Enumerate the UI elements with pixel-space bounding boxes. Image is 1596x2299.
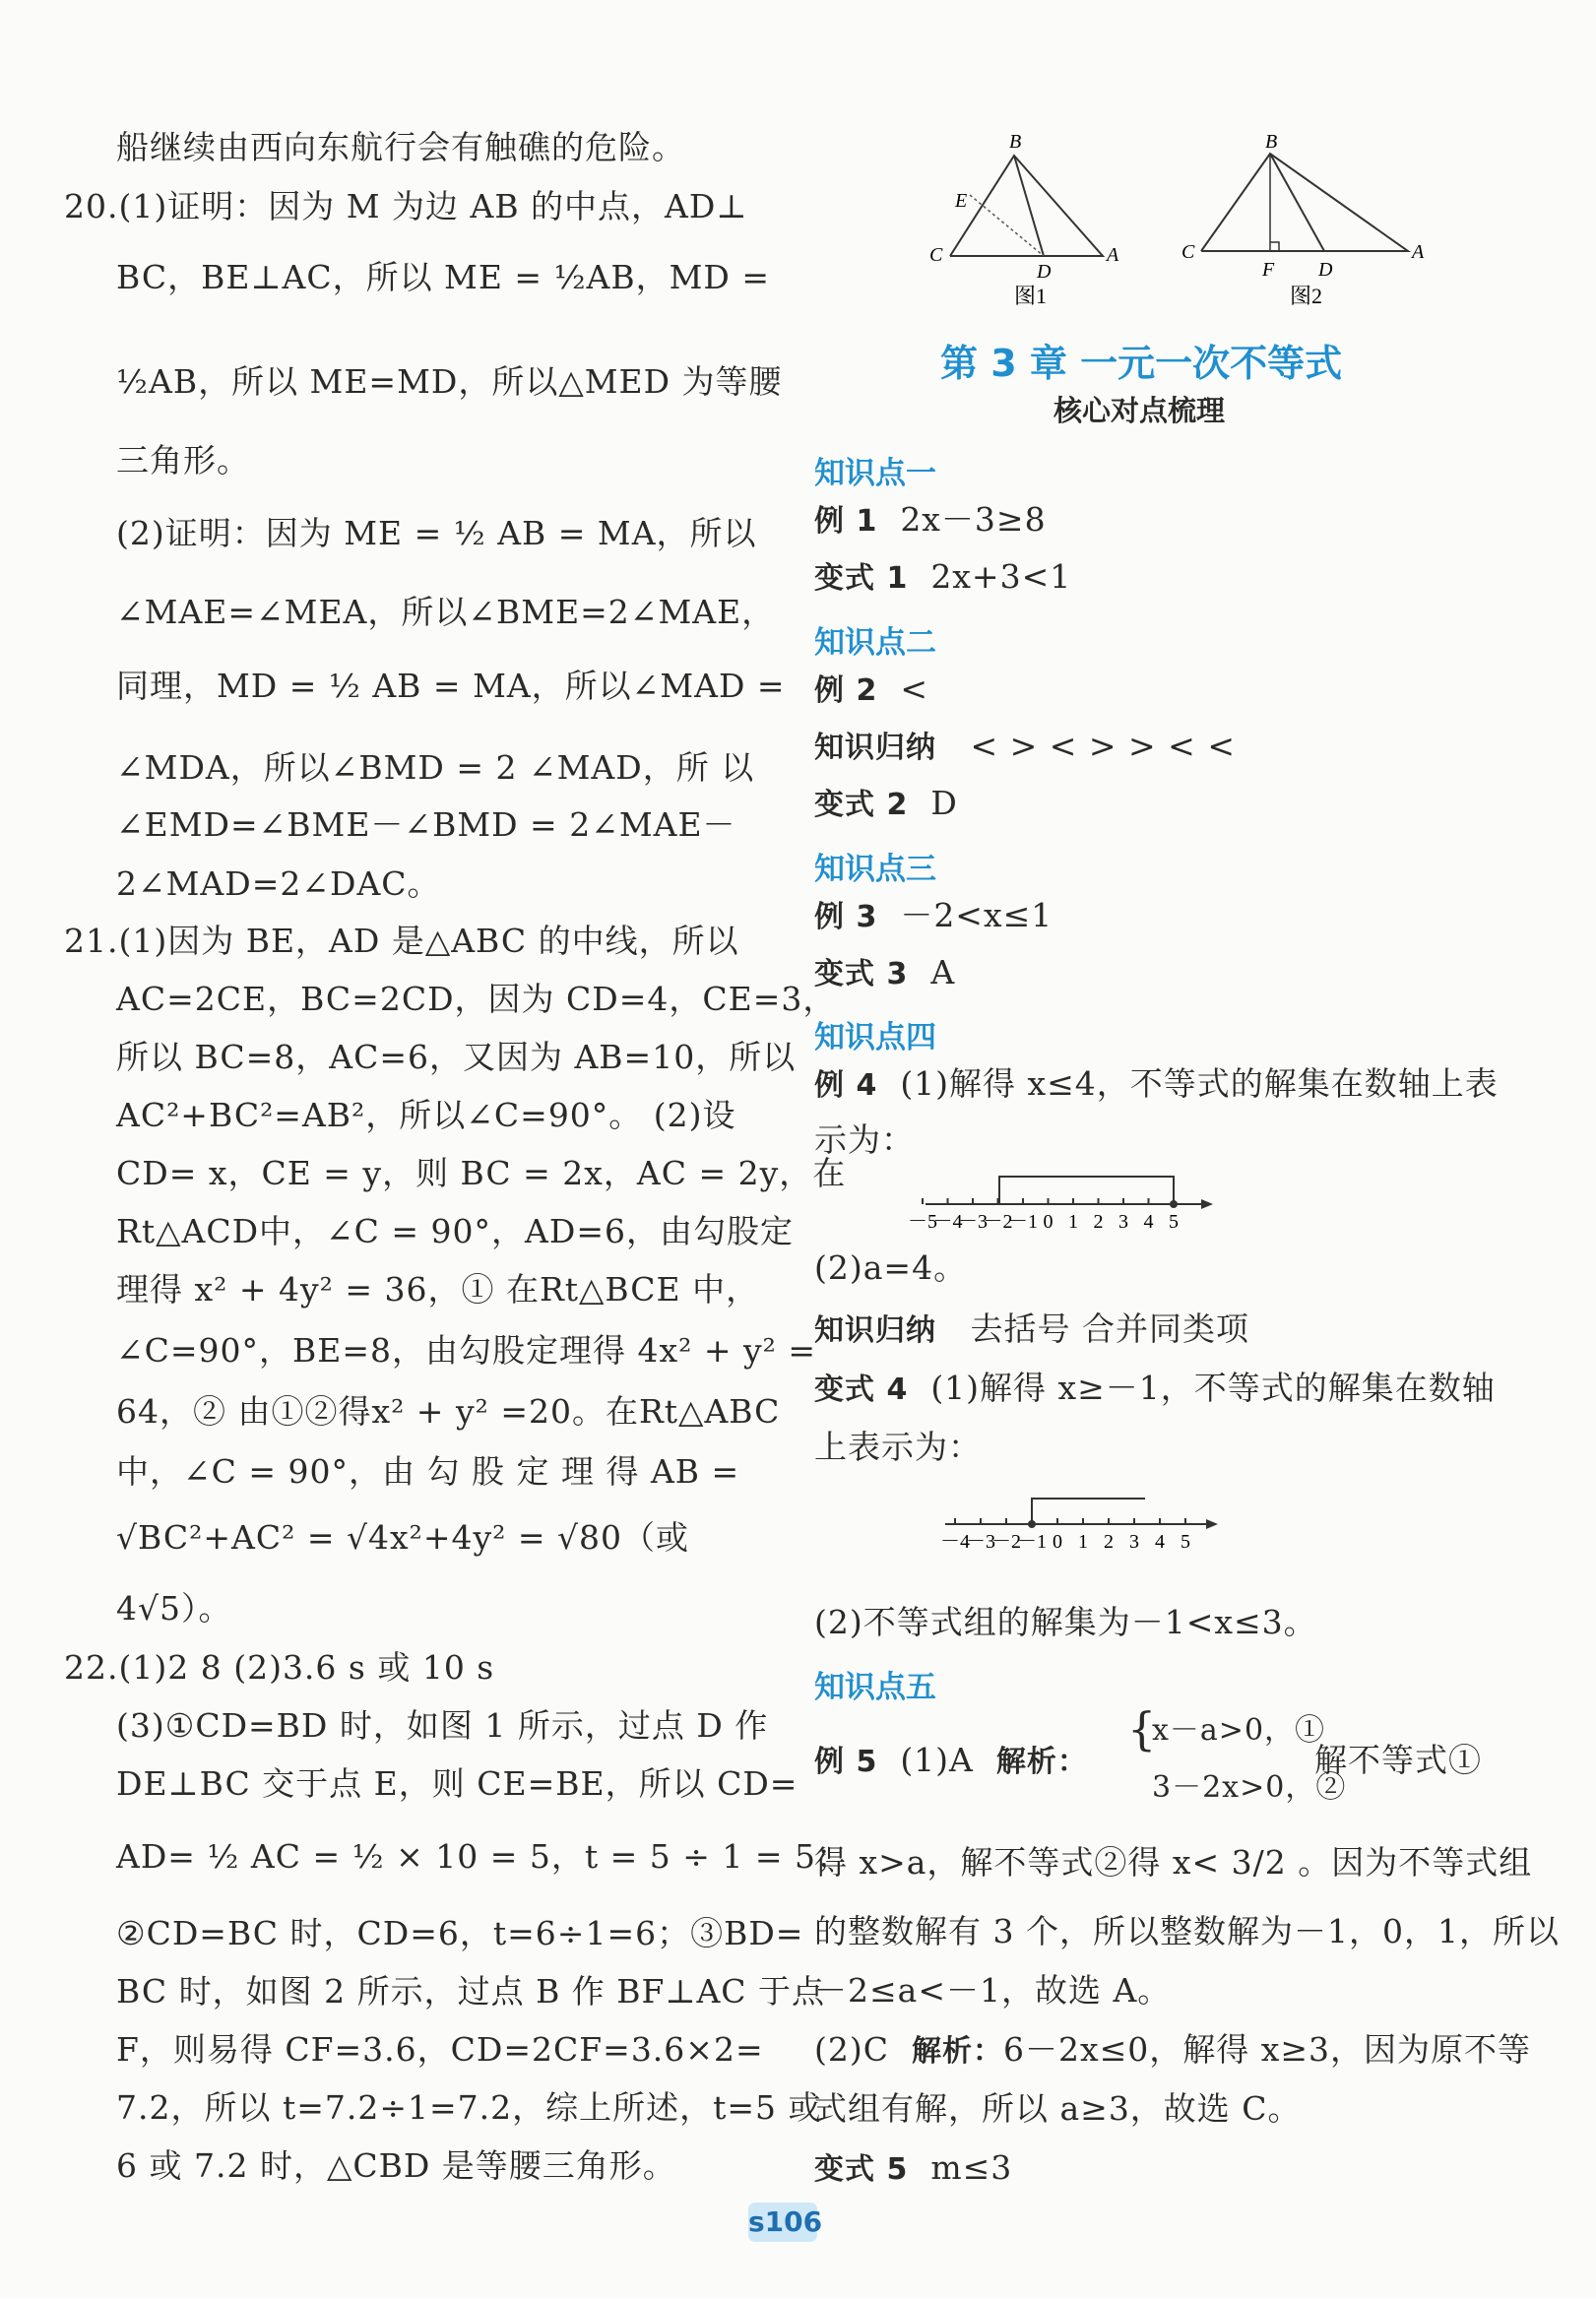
answer-text: (2)a=4。 <box>814 1248 968 1287</box>
text-line: (2)证明：因为 ME = ½ AB = MA，所以 <box>116 514 757 552</box>
text-line: Rt△ACD中，∠C = 90°，AD=6，由勾股定 <box>116 1212 794 1250</box>
answer-text: －2≤a<－1，故选 A。 <box>814 1971 1172 2010</box>
answer-text: 得 x>a，解不等式②得 x< 3/2 。因为不等式组 <box>814 1843 1533 1882</box>
closed-endpoint-dot <box>1170 1200 1178 1208</box>
answer-text: < <box>900 670 928 708</box>
tick-label: －2 <box>991 1531 1021 1553</box>
text-line: ∠MDA，所以∠BMD = 2 ∠MAD，所 以 <box>116 748 755 787</box>
fig1-label-e: E <box>955 190 968 212</box>
tick-label: 0 <box>1053 1531 1062 1553</box>
text-line: 7.2，所以 t=7.2÷1=7.2，综上所述，t=5 或 <box>116 2088 822 2127</box>
text-line: 21.(1)因为 BE，AD 是△ABC 的中线，所以 <box>64 922 739 960</box>
tick-label: 2 <box>1104 1531 1114 1553</box>
number-line-2 <box>940 1487 1226 1556</box>
example-label: 例 5 <box>814 1745 878 1779</box>
answer-text: A <box>930 953 956 991</box>
text-line: √BC²+AC² = √4x²+4y² = √80（或 <box>116 1518 689 1557</box>
tick-label: 4 <box>1155 1531 1165 1553</box>
text-line: 船继续由西向东航行会有触礁的危险。 <box>116 128 685 166</box>
tick-label: 3 <box>1118 1211 1128 1233</box>
text-line: ②CD=BC 时，CD=6，t=6÷1=6；③BD= <box>116 1914 804 1952</box>
answer-text: 的整数解有 3 个，所以整数解为－1，0，1，所以 <box>814 1912 1560 1950</box>
text-line: 同理，MD = ½ AB = MA，所以∠MAD = <box>116 667 786 705</box>
fig2-label-c: C <box>1181 241 1195 263</box>
figure-2 <box>1181 131 1425 308</box>
closed-endpoint-dot <box>1028 1520 1036 1528</box>
text-line: F，则易得 CF=3.6，CD=2CF=3.6×2= <box>116 2030 764 2069</box>
answer-text: 示为： <box>814 1120 915 1159</box>
tick-label: 1 <box>1078 1531 1088 1553</box>
tick-label: 2 <box>1093 1211 1104 1233</box>
fig2-label-d: D <box>1318 259 1333 281</box>
fig1-label-d: D <box>1037 261 1052 283</box>
knowledge-point-4: 知识点四 <box>814 1020 936 1055</box>
example-label: 例 2 <box>814 673 878 708</box>
tick-label: －2 <box>983 1211 1013 1233</box>
text-line: ∠C=90°，BE=8，由勾股定理得 4x² + y² = <box>116 1331 816 1370</box>
tick-label: －4 <box>940 1531 970 1553</box>
tick-label: 4 <box>1143 1211 1154 1233</box>
variant-label: 变式 2 <box>814 788 909 822</box>
answer-text: (2)不等式组的解集为－1<x≤3。 <box>814 1603 1317 1641</box>
variant-label: 变式 1 <box>814 561 909 596</box>
fig1-label-a: A <box>1107 244 1119 266</box>
answer-text: 2x－3≥8 <box>900 500 1047 539</box>
fig1-caption: 图1 <box>1014 284 1048 308</box>
answer-text: D <box>930 784 958 822</box>
answer-text: (1)A <box>900 1741 974 1779</box>
tick-label: －1 <box>1008 1211 1038 1233</box>
knowledge-point-2: 知识点二 <box>814 625 936 661</box>
text-line: AD= ½ AC = ½ × 10 = 5，t = 5 ÷ 1 = 5； <box>116 1837 850 1876</box>
fig1-label-c: C <box>929 244 943 266</box>
answer-text: 式组有解，所以 a≥3，故选 C。 <box>814 2089 1302 2128</box>
text-line: 20.(1)证明：因为 M 为边 AB 的中点，AD⊥ <box>64 187 748 225</box>
text-line: BC 时，如图 2 所示，过点 B 作 BF⊥AC 于点 <box>116 1972 826 2011</box>
tick-label: －1 <box>1017 1531 1047 1553</box>
text-line: AC²+BC²=AB²，所以∠C=90°。 (2)设 <box>116 1096 736 1134</box>
example-label: 例 4 <box>814 1068 878 1103</box>
fig2-caption: 图2 <box>1290 284 1323 308</box>
text-line: (3)①CD=BD 时，如图 1 所示，过点 D 作 <box>116 1706 769 1745</box>
summary-label: 知识归纳 <box>814 731 936 765</box>
system-line-1: x－a>0，① <box>1152 1713 1326 1748</box>
text-line: 所以 BC=8，AC=6，又因为 AB=10，所以 <box>116 1038 797 1076</box>
variant-label: 变式 4 <box>814 1373 909 1407</box>
knowledge-point-1: 知识点一 <box>814 456 936 491</box>
chapter-title: 第 3 章 一元一次不等式 <box>940 342 1343 385</box>
text-line: ∠EMD=∠BME－∠BMD = 2∠MAE－ <box>116 805 736 844</box>
example-label: 例 1 <box>814 504 878 539</box>
answer-text: (2)C <box>814 2030 889 2069</box>
answer-text: < > < > > < < <box>970 727 1236 765</box>
text-line: 64，② 由①②得x² + y² =20。在Rt△ABC <box>116 1392 781 1431</box>
tick-label: －3 <box>966 1531 995 1553</box>
tick-label: 5 <box>1181 1531 1190 1553</box>
text-line: BC，BE⊥AC，所以 ME = ½AB，MD = <box>116 258 771 296</box>
text-line: DE⊥BC 交于点 E，则 CE=BE，所以 CD= <box>116 1764 798 1803</box>
answer-text: 2x+3<1 <box>930 557 1072 596</box>
tick-label: －5 <box>908 1211 937 1233</box>
system-line-2: 3－2x>0，② <box>1152 1770 1347 1805</box>
text-line: AC=2CE，BC=2CD，因为 CD=4，CE=3， <box>116 980 837 1018</box>
answer-text: 去括号 合并同类项 <box>970 1309 1249 1348</box>
section-subheading: 核心对点梳理 <box>1053 394 1226 427</box>
triangle-figures <box>916 128 1428 315</box>
text-line: 中，∠C = 90°，由 勾 股 定 理 得 AB = <box>116 1452 740 1491</box>
text-line: 22.(1)2 8 (2)3.6 s 或 10 s <box>64 1648 495 1687</box>
answer-text: 解不等式① <box>1314 1741 1482 1779</box>
tick-label: 3 <box>1129 1531 1139 1553</box>
summary-label: 知识归纳 <box>814 1313 936 1348</box>
answer-text: 上表示为： <box>814 1428 982 1466</box>
tick-label: －4 <box>932 1211 963 1233</box>
tick-label: 5 <box>1169 1211 1179 1233</box>
answer-text: －2<x≤1 <box>900 896 1053 934</box>
figure-1 <box>929 131 1119 308</box>
system-brace: { <box>1127 1702 1157 1756</box>
page-number: s106 <box>748 2203 817 2242</box>
text-line: 三角形。 <box>116 441 250 479</box>
knowledge-point-3: 知识点三 <box>814 852 936 887</box>
text-line: 2∠MAD=2∠DAC。 <box>116 864 441 903</box>
text-line: 4√5）。 <box>116 1589 232 1628</box>
number-line-1 <box>908 1167 1216 1236</box>
answer-text: (1)解得 x≤4，不等式的解集在数轴上表 <box>900 1064 1499 1103</box>
text-line: CD= x，CE = y，则 BC = 2x，AC = 2y，在 <box>116 1154 847 1192</box>
text-line: ½AB，所以 ME=MD，所以△MED 为等腰 <box>116 362 783 401</box>
fig2-label-f: F <box>1262 259 1275 281</box>
analysis-label: 解析： <box>995 1745 1088 1779</box>
text-line: ∠MAE=∠MEA，所以∠BME=2∠MAE， <box>116 593 776 631</box>
answer-text: m≤3 <box>930 2148 1013 2187</box>
answer-text: (1)解得 x≥－1，不等式的解集在数轴 <box>930 1369 1496 1407</box>
variant-label: 变式 5 <box>814 2152 909 2187</box>
fig1-label-b: B <box>1009 131 1022 153</box>
tick-label: －3 <box>958 1211 988 1233</box>
text-line: 6 或 7.2 时，△CBD 是等腰三角形。 <box>116 2146 676 2185</box>
fig2-label-b: B <box>1265 131 1278 153</box>
fig2-label-a: A <box>1412 241 1425 263</box>
answer-text: 6－2x≤0，解得 x≥3，因为原不等 <box>1002 2030 1531 2069</box>
knowledge-point-5: 知识点五 <box>814 1670 936 1705</box>
analysis-label: 解析： <box>911 2034 1003 2069</box>
example-label: 例 3 <box>814 900 878 934</box>
tick-label: 0 <box>1043 1211 1053 1233</box>
tick-label: 1 <box>1068 1211 1078 1233</box>
text-line: 理得 x² + 4y² = 36，① 在Rt△BCE 中， <box>116 1270 760 1309</box>
variant-label: 变式 3 <box>814 957 909 991</box>
